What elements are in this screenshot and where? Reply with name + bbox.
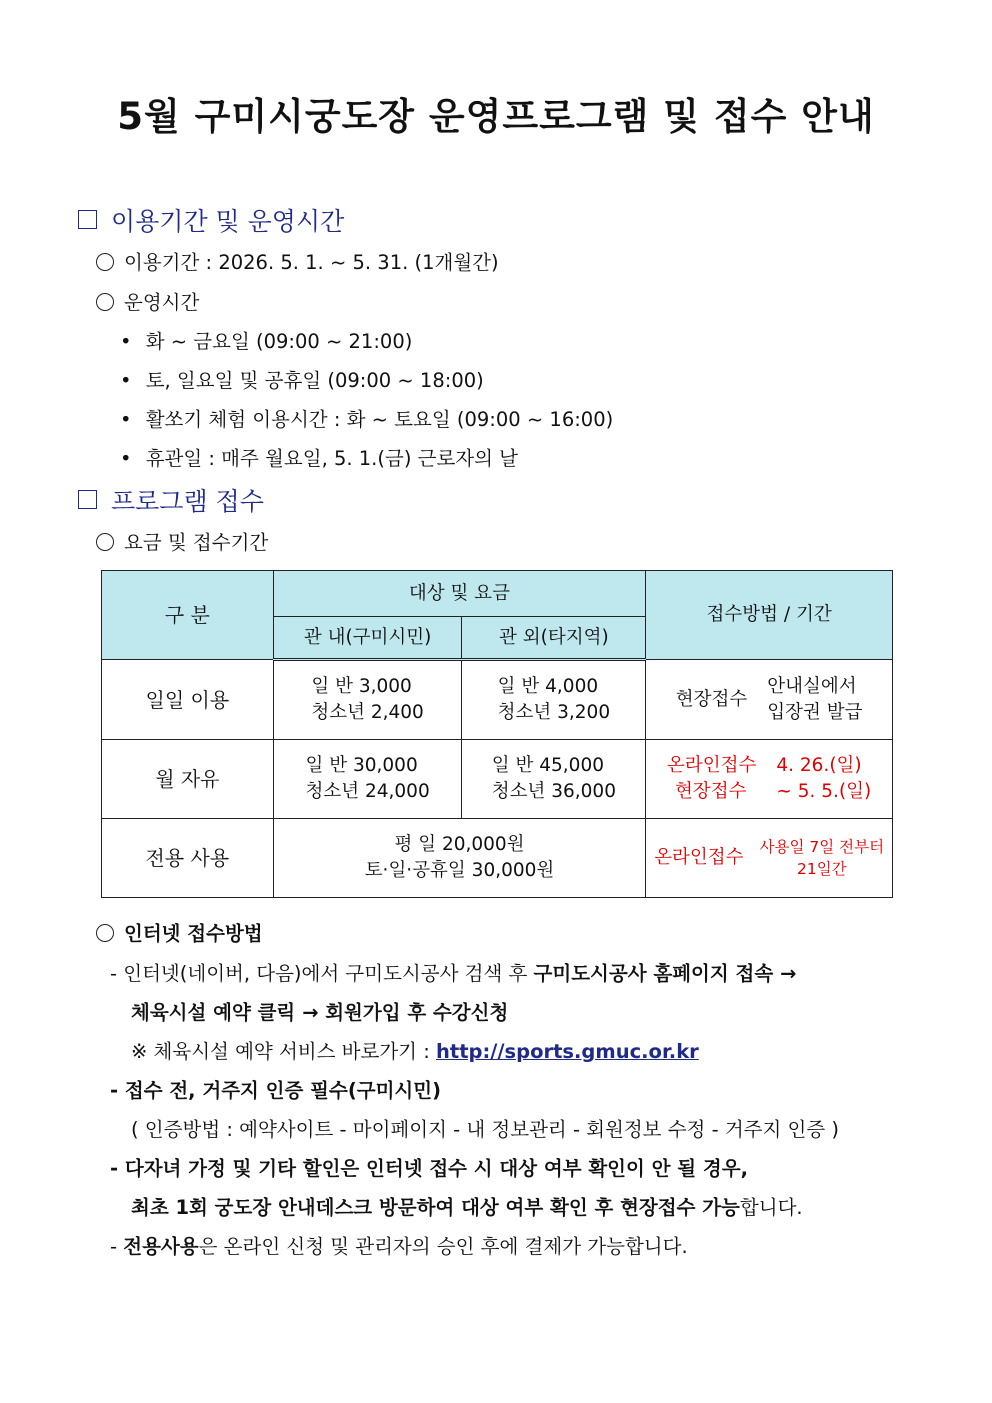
section-heading-usage: 이용기간 및 운영시간	[78, 202, 344, 238]
discount-note: - 다자녀 가정 및 기타 할인은 인터넷 접수 시 대상 여부 확인이 안 될 경우,	[110, 1157, 748, 1180]
usage-period: 이용기간 : 2026. 5. 1. ~ 5. 31. (1개월간)	[96, 247, 499, 275]
resident-fee-cell: 일 반 3,000 청소년 2,400	[273, 660, 462, 740]
fee-period-label: 요금 및 접수기간	[96, 527, 268, 555]
residence-auth-note: - 접수 전, 거주지 인증 필수(구미시민)	[110, 1079, 441, 1102]
header-nonresident: 관 외(타지역)	[462, 617, 646, 660]
header-category: 구 분	[102, 571, 274, 660]
service-link-note: ※ 체육시설 예약 서비스 바로가기 : http://sports.gmuc.or.kr	[131, 1040, 699, 1063]
header-target: 대상 및 요금	[273, 571, 646, 617]
fee-table	[101, 570, 893, 898]
header-resident: 관 내(구미시민)	[273, 617, 462, 660]
hours-item: • 휴관일 : 매주 월요일, 5. 1.(금) 근로자의 날	[120, 447, 519, 470]
internet-step-1: - 인터넷(네이버, 다음)에서 구미도시공사 검색 후 구미도시공사 홈페이지 접속 →	[110, 962, 797, 985]
auth-method-detail: ( 인증방법 : 예약사이트 - 마이페이지 - 내 정보관리 - 회원정보 수정 - 거주지 인증 )	[131, 1118, 840, 1141]
exclusive-fee-cell: 평 일 20,000원 토·일·공휴일 30,000원	[273, 819, 646, 898]
section-heading-program: 프로그램 접수	[78, 482, 264, 518]
row-category: 월 자유	[102, 740, 274, 819]
nonresident-fee-cell: 일 반 4,000 청소년 3,200	[462, 660, 646, 740]
circle-bullet-icon	[96, 293, 114, 311]
table-row	[102, 660, 893, 740]
method-cell: 온라인접수 사용일 7일 전부터 21일간	[646, 819, 893, 898]
method-cell: 온라인접수 현장접수 4. 26.(일) ~ 5. 5.(일)	[646, 740, 893, 819]
circle-bullet-icon	[96, 924, 114, 942]
checkbox-square-icon	[78, 490, 97, 509]
method-cell: 현장접수 안내실에서 입장권 발급	[646, 660, 893, 740]
operating-hours-label: 운영시간	[96, 287, 199, 315]
row-category: 일일 이용	[102, 660, 274, 740]
table-header-row	[102, 571, 893, 617]
page-title: 5월 구미시궁도장 운영프로그램 및 접수 안내	[117, 95, 875, 138]
resident-fee-cell: 일 반 30,000 청소년 24,000	[273, 740, 462, 819]
hours-item: • 화 ~ 금요일 (09:00 ~ 21:00)	[120, 330, 413, 353]
discount-note-cont: 최초 1회 궁도장 안내데스크 방문하여 대상 여부 확인 후 현장접수 가능합니다.	[131, 1196, 803, 1219]
hours-item: • 활쏘기 체험 이용시간 : 화 ~ 토요일 (09:00 ~ 16:00)	[120, 408, 614, 431]
circle-bullet-icon	[96, 533, 114, 551]
exclusive-use-note: - 전용사용은 온라인 신청 및 관리자의 승인 후에 결제가 가능합니다.	[110, 1235, 688, 1258]
internet-heading: 인터넷 접수방법	[96, 918, 263, 946]
nonresident-fee-cell: 일 반 45,000 청소년 36,000	[462, 740, 646, 819]
circle-bullet-icon	[96, 253, 114, 271]
checkbox-square-icon	[78, 210, 97, 229]
header-method: 접수방법 / 기간	[646, 571, 893, 660]
sports-site-link[interactable]: http://sports.gmuc.or.kr	[435, 1040, 699, 1063]
row-category: 전용 사용	[102, 819, 274, 898]
hours-item: • 토, 일요일 및 공휴일 (09:00 ~ 18:00)	[120, 369, 484, 392]
table-row	[102, 819, 893, 898]
table-row	[102, 740, 893, 819]
internet-step-1-cont: 체육시설 예약 클릭 → 회원가입 후 수강신청	[131, 1001, 509, 1024]
